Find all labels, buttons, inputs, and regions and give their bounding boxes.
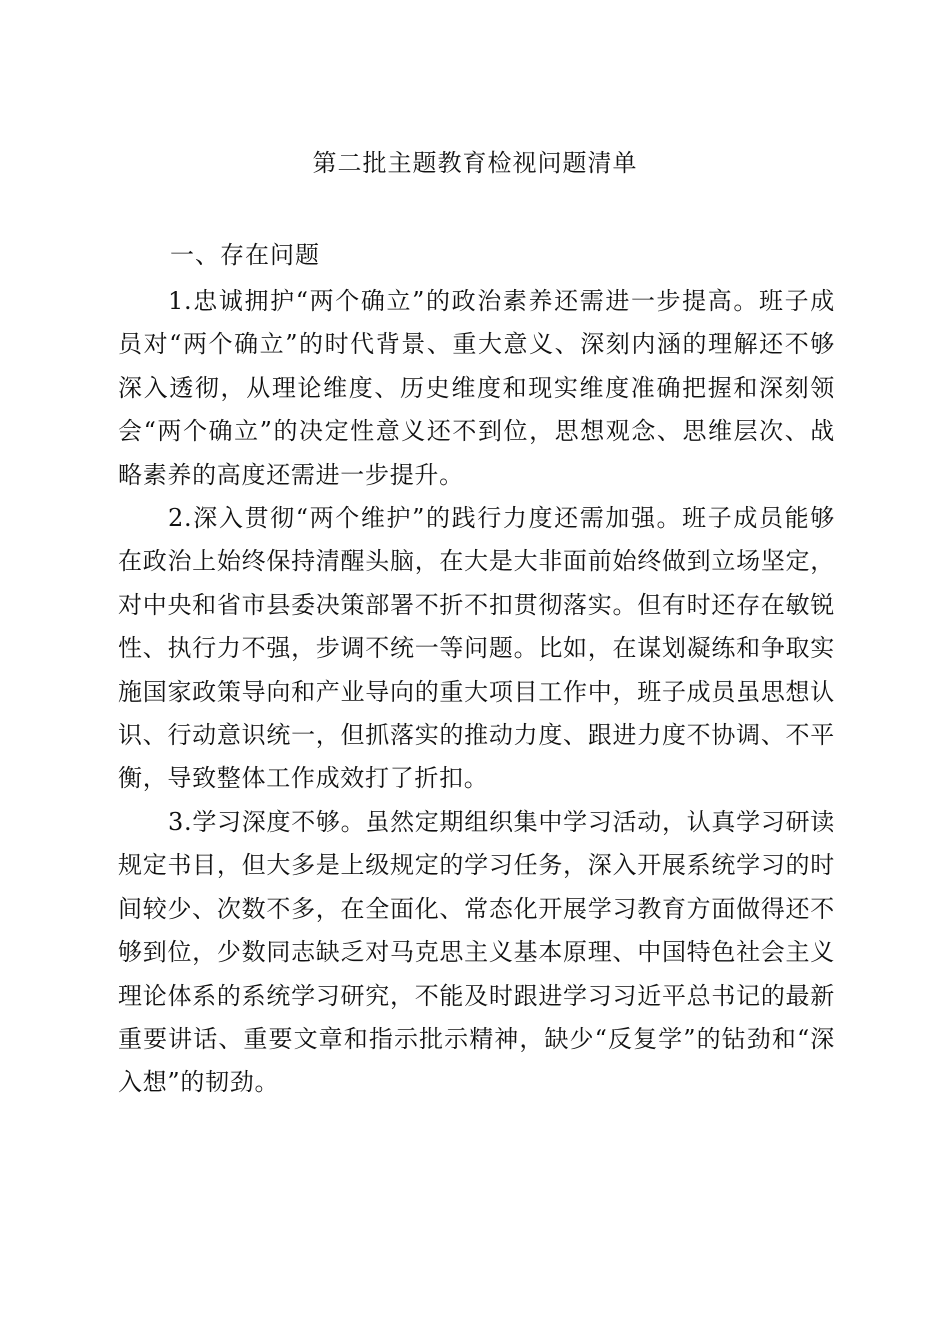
paragraph-item-3: 3.学习深度不够。虽然定期组织集中学习活动，认真学习研读规定书目，但大多是上级规定的学习任务，深入开展系统学习的时间较少、次数不多，在全面化、常态化开展学习教育方面做得还不够到位，少数同志缺乏对马克思主义基本原理、中国特色社会主义理论体系的系统学习研究，不能及时跟进学习习近平总书记的最新重要讲话、重要文章和指示批示精神，缺少“反复学”的钻劲和“深入想”的韧劲。 [118,807,835,1097]
document-title: 第二批主题教育检视问题清单 [312,149,638,177]
paragraph-item-1: 1.忠诚拥护“两个确立”的政治素养还需进一步提高。班子成员对“两个确立”的时代背景、重大意义、深刻内涵的理解还不够深入透彻，从理论维度、历史维度和现实维度准确把握和深刻领会“两个确立”的决定性意义还不到位，思想观念、思维层次、战略素养的高度还需进一步提升。 [118,287,835,489]
section-heading: 一、存在问题 [170,241,320,269]
document-body [118,234,835,1105]
paragraph-item-2: 2.深入贯彻“两个维护”的践行力度还需加强。班子成员能够在政治上始终保持清醒头脑，在大是大非面前始终做到立场坚定，对中央和省市县委决策部署不折不扣贯彻落实。但有时还存在敏锐性、执行力不强，步调不统一等问题。比如，在谋划凝练和争取实施国家政策导向和产业导向的重大项目工作中，班子成员虽思想认识、行动意识统一，但抓落实的推动力度、跟进力度不协调、不平衡，导致整体工作成效打了折扣。 [118,504,835,793]
